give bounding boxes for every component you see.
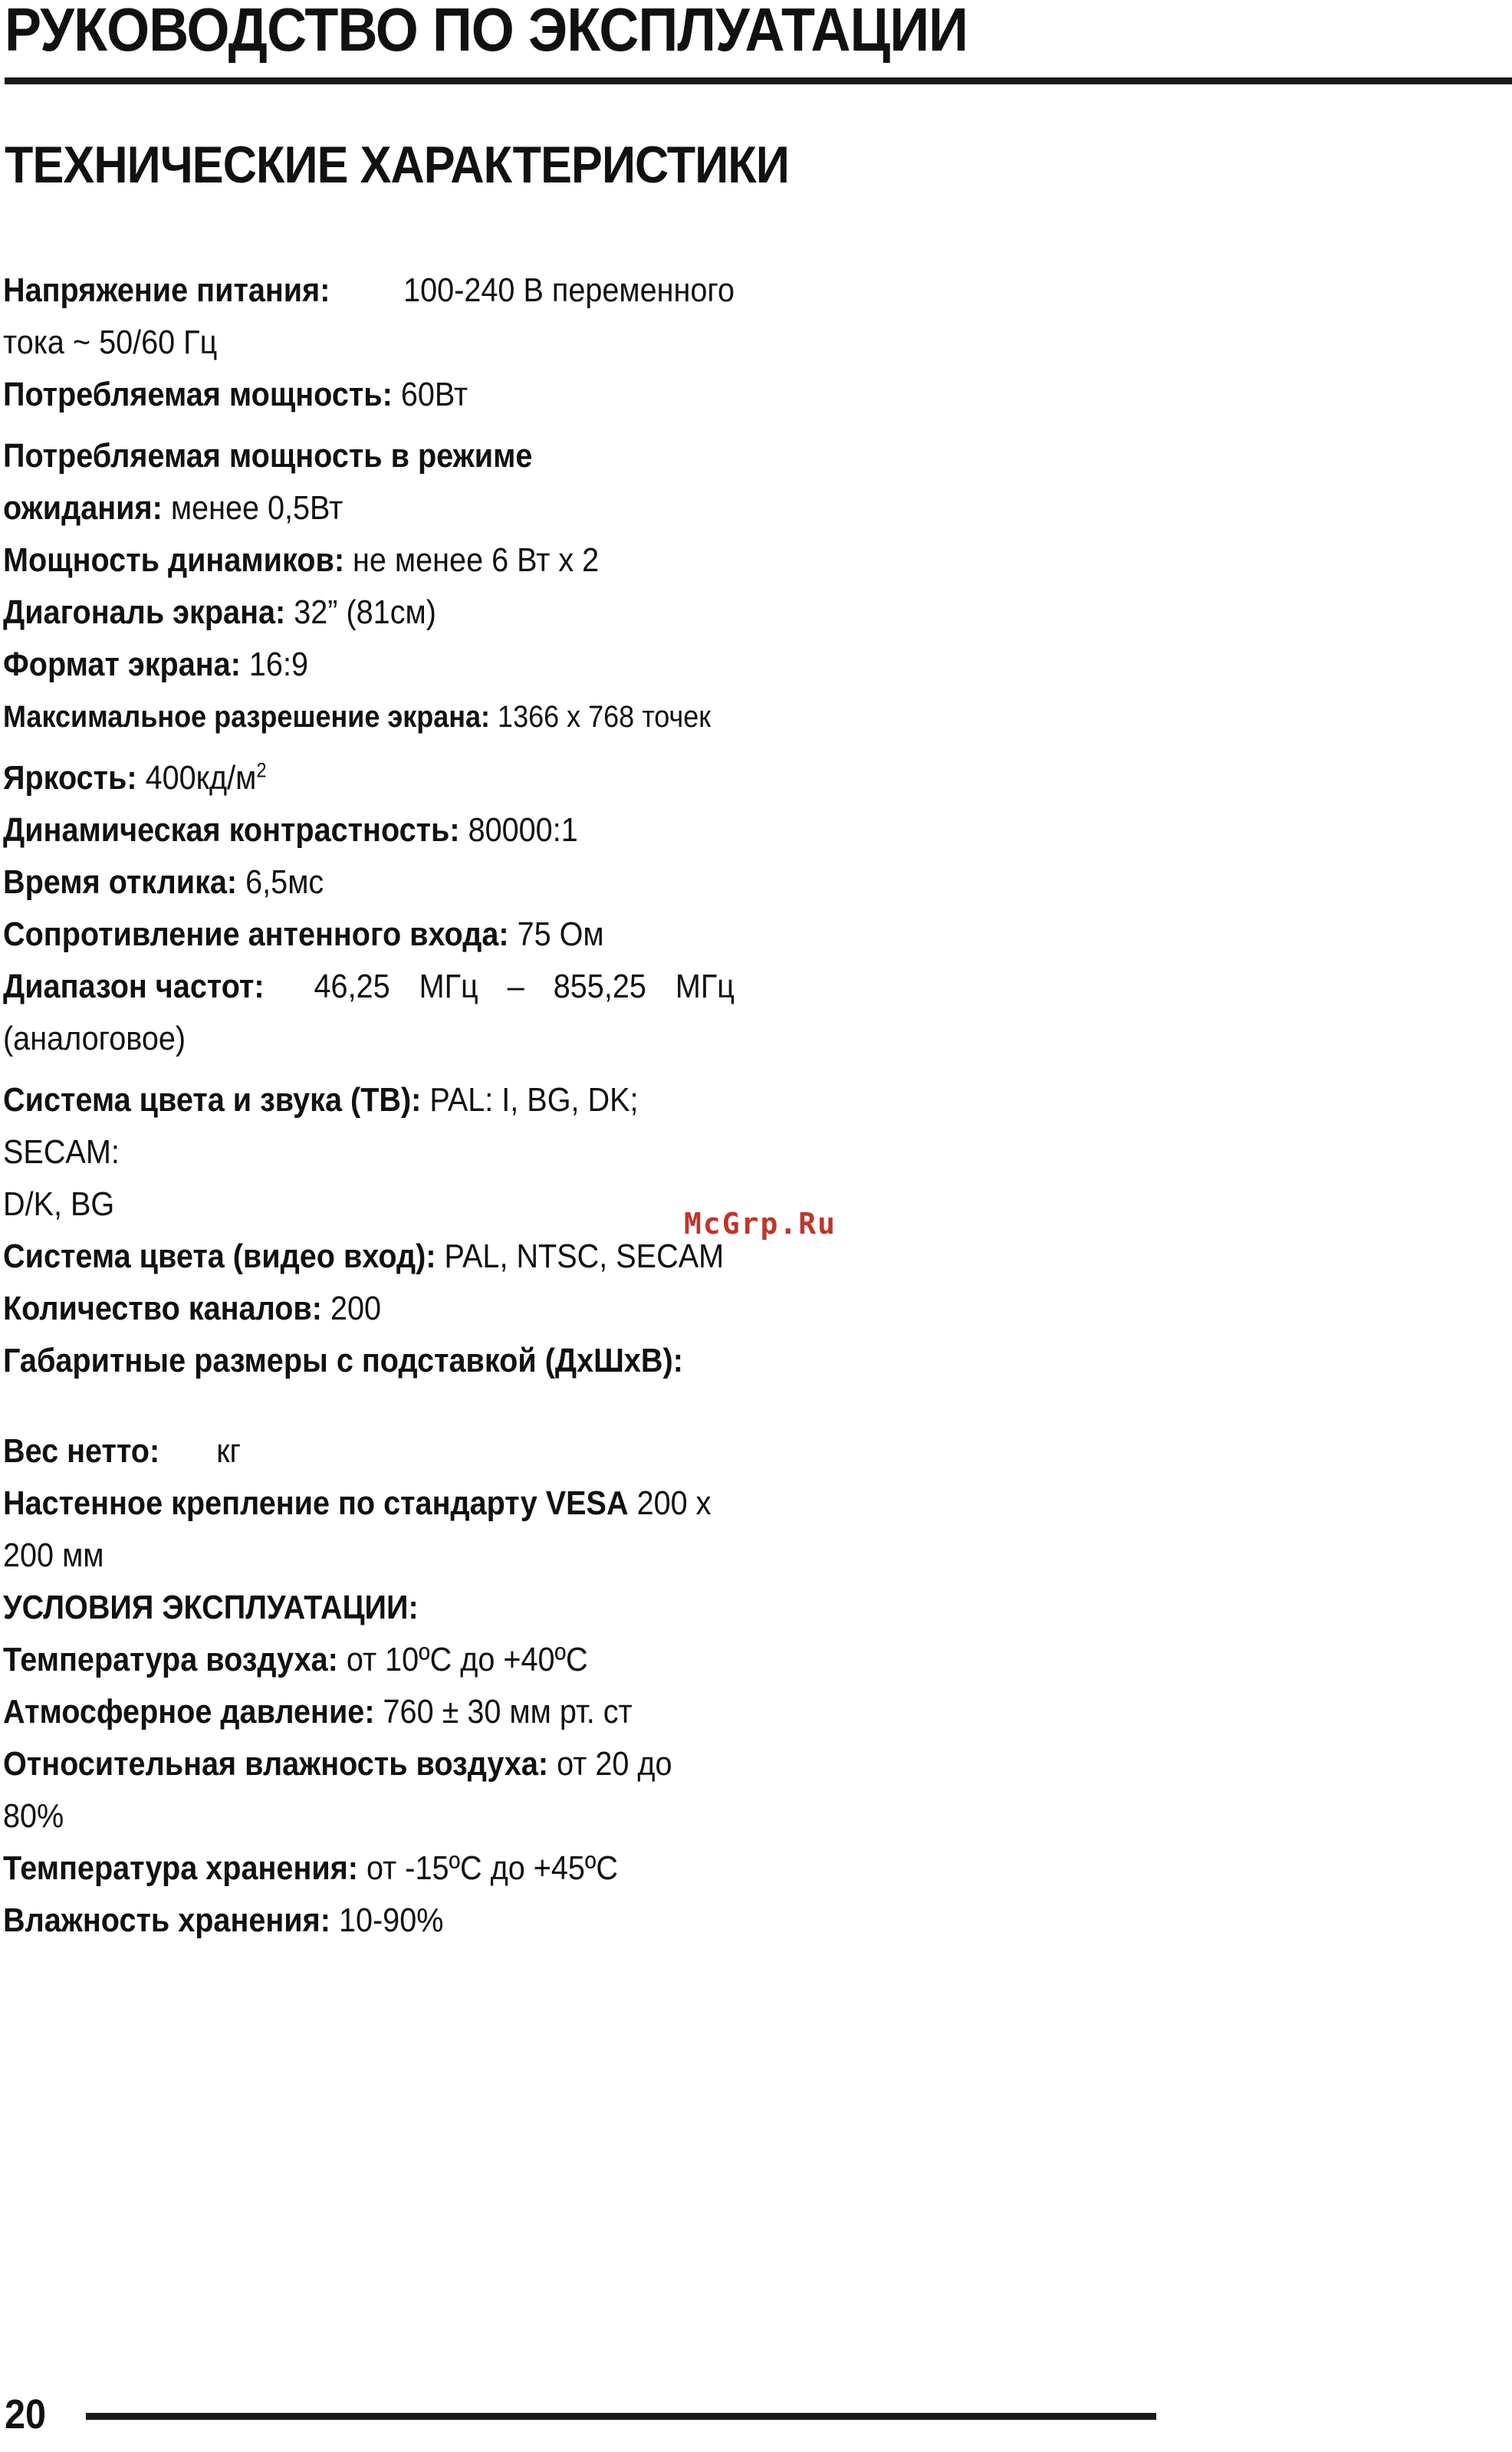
spec-label: Потребляемая мощность: bbox=[3, 376, 393, 413]
spec-speakers bbox=[3, 534, 735, 587]
spec-value: 200 bbox=[330, 1290, 382, 1327]
spec-air-temp bbox=[3, 1634, 735, 1686]
spec-label: Сопротивление антенного входа: bbox=[3, 915, 509, 953]
spec-value: от 10ºС до +40ºС bbox=[346, 1641, 588, 1678]
spec-label: Количество каналов: bbox=[3, 1290, 322, 1327]
spec-diagonal bbox=[3, 587, 735, 639]
spec-value-cont: тока ~ 50/60 Гц bbox=[3, 324, 218, 361]
spec-storage-humidity bbox=[3, 1895, 735, 1947]
spec-value: 6,5мс bbox=[245, 863, 324, 901]
spec-power bbox=[3, 369, 735, 421]
page-header bbox=[5, 0, 1512, 84]
spec-label: Система цвета (видео вход): bbox=[3, 1238, 436, 1275]
spec-antenna bbox=[3, 909, 735, 961]
spec-label: Диагональ экрана: bbox=[3, 593, 286, 631]
spec-value: 200 х bbox=[636, 1484, 712, 1522]
spec-label: Температура хранения: bbox=[3, 1849, 359, 1887]
spec-label: УСЛОВИЯ ЭКСПЛУАТАЦИИ: bbox=[3, 1589, 419, 1626]
spec-value: 80000:1 bbox=[468, 811, 578, 849]
spec-pressure bbox=[3, 1686, 735, 1738]
footer-rule bbox=[86, 2413, 1156, 2420]
spec-resolution bbox=[3, 691, 735, 743]
spec-value: 1366 х 768 точек bbox=[498, 700, 712, 734]
spec-value: 60Вт bbox=[400, 376, 468, 413]
spec-format bbox=[3, 639, 735, 691]
spec-value: менее 0,5Вт bbox=[170, 489, 343, 527]
spec-vesa bbox=[3, 1477, 735, 1582]
spec-label: Яркость: bbox=[3, 759, 137, 797]
page-number: 20 bbox=[5, 2391, 47, 2437]
spec-label: Максимальное разрешение экрана: bbox=[3, 700, 491, 734]
spec-value: PAL: I, BG, DK; SECAM: bbox=[3, 1081, 639, 1171]
superscript: 2 bbox=[256, 758, 267, 782]
spec-label: Потребляемая мощность в режиме bbox=[3, 437, 533, 475]
page-title: РУКОВОДСТВО ПО ЭКСПЛУАТАЦИИ bbox=[5, 0, 968, 64]
spec-response bbox=[3, 856, 735, 909]
spec-label: Напряжение питания: bbox=[3, 271, 330, 309]
spec-label: Температура воздуха: bbox=[3, 1641, 338, 1678]
spec-channels bbox=[3, 1283, 735, 1335]
spec-voltage bbox=[3, 265, 735, 369]
spec-label: Влажность хранения: bbox=[3, 1901, 330, 1939]
spec-label: Вес нетто: bbox=[3, 1432, 160, 1470]
spec-value: PAL, NTSC, SECAM bbox=[444, 1238, 725, 1275]
spec-value: 10-90% bbox=[338, 1901, 444, 1939]
spec-value: 100-240 В переменного bbox=[403, 271, 735, 309]
spec-label: Система цвета и звука (ТВ): bbox=[3, 1081, 422, 1119]
spec-label: Атмосферное давление: bbox=[3, 1693, 375, 1731]
spec-color-tv bbox=[3, 1074, 735, 1231]
spec-value: кг bbox=[216, 1432, 241, 1470]
spec-label: Время отклика: bbox=[3, 863, 238, 901]
spec-label-cont: ожидания: bbox=[3, 489, 163, 527]
spec-value: 75 Ом bbox=[517, 915, 604, 953]
spec-value: от 20 до 80% bbox=[3, 1745, 672, 1835]
spec-brightness bbox=[3, 752, 735, 804]
spec-value-cont: 200 мм bbox=[3, 1537, 104, 1574]
spec-label: Диапазон частот: bbox=[3, 968, 265, 1005]
spec-value: 32” (81см) bbox=[294, 593, 436, 631]
spec-dimensions bbox=[3, 1335, 735, 1387]
spec-value: 400кд/м bbox=[145, 759, 257, 797]
spec-label: Мощность динамиков: bbox=[3, 541, 345, 579]
spec-list bbox=[3, 265, 739, 1947]
spec-value-cont: (аналоговое) bbox=[3, 1020, 186, 1057]
spec-value-cont: D/K, BG bbox=[3, 1185, 115, 1223]
spec-label: Динамическая контрастность: bbox=[3, 811, 460, 849]
spec-humidity bbox=[3, 1738, 735, 1842]
spec-value: 46,25 МГц – 855,25 МГц bbox=[314, 968, 735, 1005]
spec-weight bbox=[3, 1425, 735, 1477]
section-title: ТЕХНИЧЕСКИЕ ХАРАКТЕРИСТИКИ bbox=[5, 136, 789, 194]
spec-color-video bbox=[3, 1231, 735, 1283]
spec-value: 16:9 bbox=[248, 646, 308, 683]
spec-label: Габаритные размеры с подставкой (ДхШхВ): bbox=[3, 1342, 683, 1379]
spec-label: Относительная влажность воздуха: bbox=[3, 1745, 549, 1783]
spec-frequency bbox=[3, 961, 735, 1065]
spec-conditions-heading bbox=[3, 1582, 735, 1634]
spec-contrast bbox=[3, 804, 735, 856]
spec-value: не менее 6 Вт х 2 bbox=[353, 541, 600, 579]
spec-value: от -15ºС до +45ºС bbox=[366, 1849, 618, 1887]
spec-storage-temp bbox=[3, 1842, 735, 1895]
spec-value: 760 ± 30 мм рт. ст bbox=[383, 1693, 633, 1731]
watermark: McGrp.Ru bbox=[684, 1207, 837, 1241]
spec-standby bbox=[3, 430, 735, 534]
spec-label: Настенное крепление по стандарту VESA bbox=[3, 1484, 629, 1522]
spec-label: Формат экрана: bbox=[3, 646, 241, 683]
